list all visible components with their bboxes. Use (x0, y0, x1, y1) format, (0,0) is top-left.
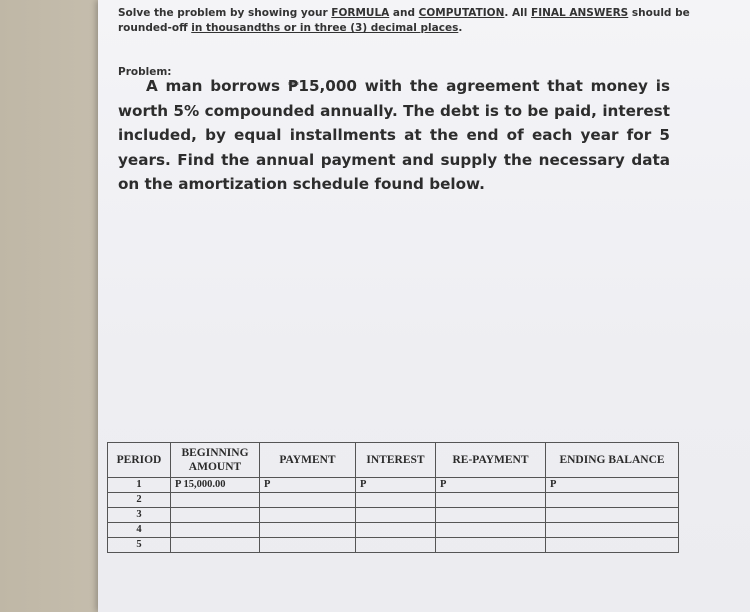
table-row (108, 538, 679, 553)
cell-period: 5 (108, 538, 171, 553)
cell-repayment[interactable]: P (436, 478, 546, 493)
cell-interest[interactable]: P (356, 478, 436, 493)
cell-payment[interactable] (260, 493, 356, 508)
table-row (108, 478, 679, 493)
cell-period: 1 (108, 478, 171, 493)
cell-payment[interactable] (260, 508, 356, 523)
cell-interest[interactable] (356, 538, 436, 553)
cell-ending[interactable] (546, 523, 679, 538)
table-row (108, 523, 679, 538)
amortization-table (107, 442, 679, 553)
table-row (108, 493, 679, 508)
cell-ending[interactable]: P (546, 478, 679, 493)
header-ending-balance: ENDING BALANCE (546, 443, 679, 478)
instructions-text: and (389, 7, 419, 19)
header-payment: PAYMENT (260, 443, 356, 478)
instructions-final-answers: FINAL ANSWERS (531, 7, 629, 19)
table-header-row (108, 443, 679, 478)
cell-repayment[interactable] (436, 538, 546, 553)
instructions-text: Solve the problem by showing your (118, 7, 332, 19)
cell-beginning[interactable] (171, 538, 260, 553)
cell-ending[interactable] (546, 538, 679, 553)
cell-ending[interactable] (546, 508, 679, 523)
cell-payment[interactable] (260, 523, 356, 538)
table-row (108, 508, 679, 523)
cell-repayment[interactable] (436, 523, 546, 538)
cell-period: 3 (108, 508, 171, 523)
cell-repayment[interactable] (436, 508, 546, 523)
cell-payment[interactable] (260, 538, 356, 553)
instructions-text: . (458, 22, 463, 34)
cell-period: 4 (108, 523, 171, 538)
header-repayment: RE-PAYMENT (436, 443, 546, 478)
cell-payment[interactable]: P (260, 478, 356, 493)
cell-interest[interactable] (356, 493, 436, 508)
cell-period: 2 (108, 493, 171, 508)
cell-beginning[interactable] (171, 508, 260, 523)
cell-interest[interactable] (356, 508, 436, 523)
header-interest: INTEREST (356, 443, 436, 478)
problem-text: A man borrows ₱15,000 with the agreement that money is worth 5% compounded annually. The debt is to be paid, interest included, by equal installments at the end of each year for 5 years. Find the annual payment and supply the necessary data on the amortization schedule found below. (118, 77, 670, 193)
cell-interest[interactable] (356, 523, 436, 538)
instructions-text: . All (504, 7, 532, 19)
header-period: PERIOD (108, 443, 171, 478)
instructions-computation: COMPUTATION (418, 7, 505, 19)
cell-beginning[interactable] (171, 493, 260, 508)
cell-beginning[interactable]: P 15,000.00 (171, 478, 260, 493)
instructions-rounding: in thousandths or in three (3) decimal places (191, 22, 459, 34)
instructions-text: should be rounded-off (118, 7, 690, 34)
cell-repayment[interactable] (436, 493, 546, 508)
instructions-formula: FORMULA (331, 7, 390, 19)
cell-beginning[interactable] (171, 523, 260, 538)
problem-label: Problem: (118, 66, 172, 78)
cell-ending[interactable] (546, 493, 679, 508)
instructions (118, 6, 718, 36)
header-beginning-amount: BEGINNING AMOUNT (171, 443, 260, 478)
